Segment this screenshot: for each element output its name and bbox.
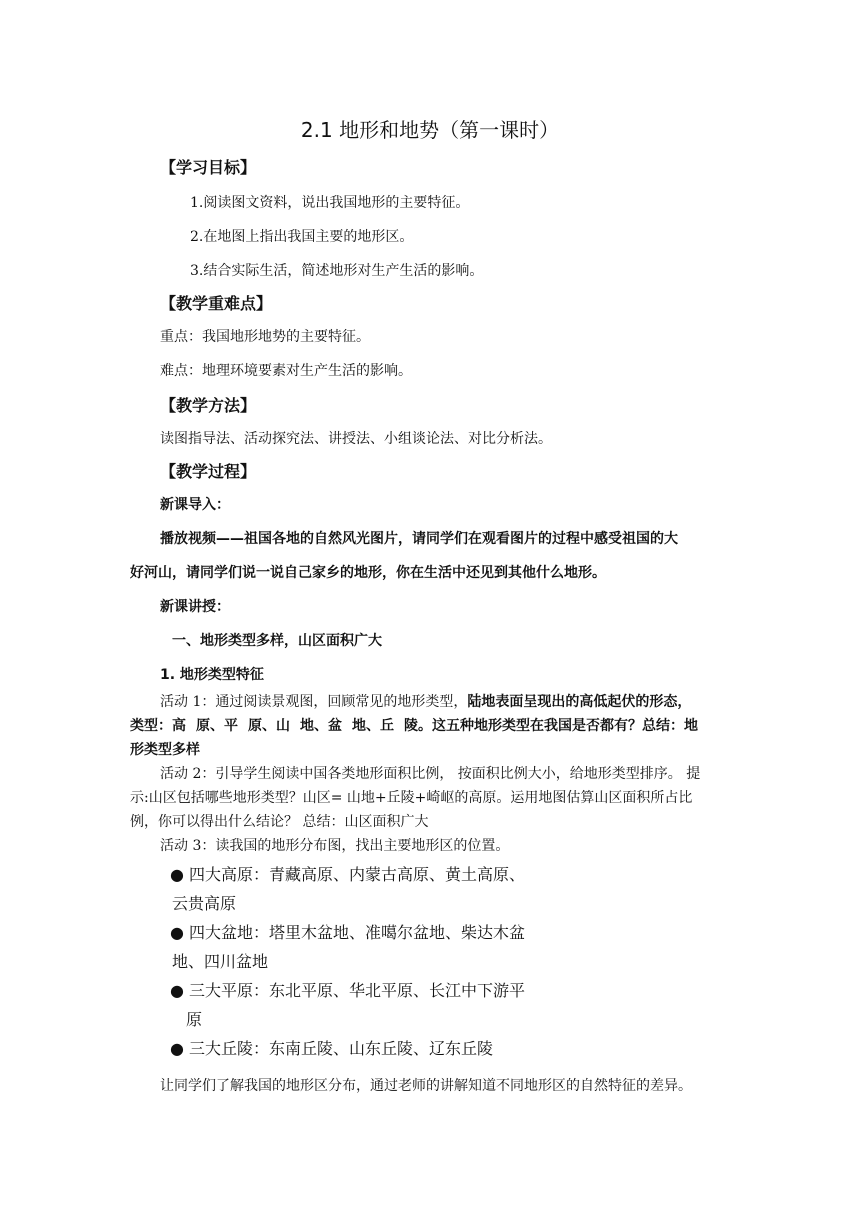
activity-2-line-3: 例，你可以得出什么结论？ 总结：山区面积广大 [130,814,429,830]
activity-1-line-1 [160,691,691,711]
intro-line-1: 播放视频——祖国各地的自然风光图片，请同学们在观看图片的过程中感受祖国的大 [160,531,678,547]
bullet-basins-line-1: ● 四大盆地：塔里木盆地、准噶尔盆地、柴达木盆 [170,923,526,942]
objective-item-3: 3.结合实际生活，简述地形对生产生活的影响。 [190,263,484,279]
methods-heading: 【教学方法】 [160,396,257,415]
objective-item-2: 2.在地图上指出我国主要的地形区。 [190,229,414,245]
bullet-plains-line-1: ● 三大平原：东北平原、华北平原、长江中下游平 [170,981,526,1000]
bullet-plateaus-line-2: 云贵高原 [172,894,237,913]
conclusion-text: 让同学们了解我国的地形区分布，通过老师的讲解知道不同地形区的自然特征的差异。 [160,1078,692,1094]
intro-line-2: 好河山，请同学们说一说自己家乡的地形，你在生活中还见到其他什么地形。 [130,565,606,581]
activity-1-type-4: 地、盆 [300,718,342,734]
bullet-plateaus-line-1: ● 四大高原：青藏高原、内蒙古高原、黄土高原、 [170,865,526,884]
difficult-point-text: 难点：地理环境要素对生产生活的影响。 [160,363,412,379]
activity-1-type-3: 原、山 [248,718,290,734]
key-point-text: 重点：我国地形地势的主要特征。 [160,329,370,345]
methods-text: 读图指导法、活动探究法、讲授法、小组谈论法、对比分析法。 [160,431,552,447]
lecture-label: 新课讲授： [160,599,230,615]
activity-2-line-1: 活动 2：引导学生阅读中国各类地形面积比例， 按面积比例大小，给地形类型排序。 提 [160,766,701,782]
subsection-1-heading: 1. 地形类型特征 [160,667,264,683]
activity-1-type-6: 陵。这五种地形类型在我国是否都有？总结：地 [404,718,698,734]
section-1-heading: 一、地形类型多样，山区面积广大 [172,633,382,649]
bullet-hills-line-1: ● 三大丘陵：东南丘陵、山东丘陵、辽东丘陵 [170,1039,494,1058]
intro-label: 新课导入： [160,497,230,513]
objective-item-1: 1.阅读图文资料，说出我国地形的主要特征。 [190,195,470,211]
activity-1-type-5: 地、丘 [352,718,394,734]
activity-1-text: 活动 1：通过阅读景观图，回顾常见的地形类型， [160,694,468,710]
page-title: 2.1 地形和地势（第一课时） [300,118,560,142]
bullet-basins-line-2: 地、四川盆地 [172,952,269,971]
bullet-plains-line-2: 原 [186,1010,203,1029]
activity-1-type-1: 类型：高 [130,718,186,734]
key-points-heading: 【教学重难点】 [160,294,273,313]
activity-1-type-2: 原、平 [196,718,238,734]
process-heading: 【教学过程】 [160,462,257,481]
activity-2-line-2: 示:山区包括哪些地形类型？山区= 山地+丘陵+崎岖的高原。运用地图估算山区面积所占比 [130,790,693,806]
activity-1-line-2 [130,715,698,735]
activity-1-line-3: 形类型多样 [130,742,200,758]
activity-1-bold-text: 陆地表面呈现出的高低起伏的形态， [467,694,692,710]
activity-3-text: 活动 3：读我国的地形分布图，找出主要地形区的位置。 [160,838,510,854]
objectives-heading: 【学习目标】 [160,158,257,177]
